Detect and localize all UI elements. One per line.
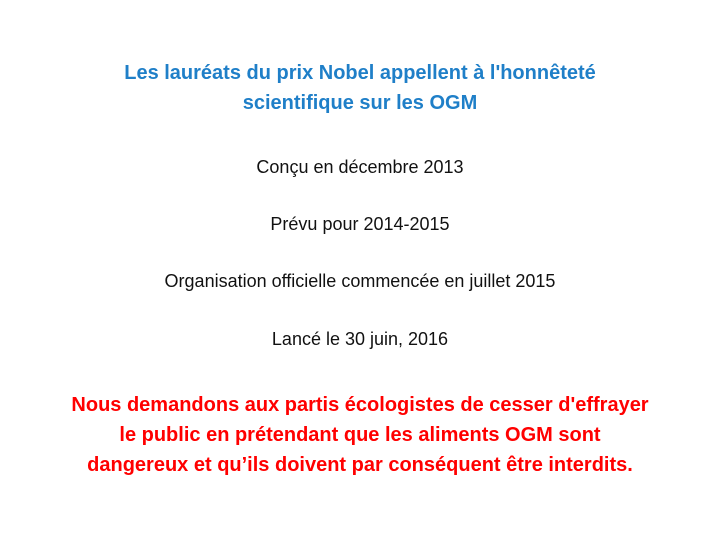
timeline-launched: Lancé le 30 juin, 2016 bbox=[271, 329, 449, 349]
timeline-conceived: Conçu en décembre 2013 bbox=[256, 157, 464, 177]
appeal-statement bbox=[6, 390, 714, 480]
appeal-line-2: le public en prétendant que les aliments OGM sont bbox=[119, 424, 601, 446]
timeline-planned: Prévu pour 2014-2015 bbox=[270, 214, 450, 234]
slide-title bbox=[20, 58, 700, 118]
appeal-line-3: dangereux et qu’ils doivent par conséquent être interdits. bbox=[87, 454, 633, 476]
appeal-line-1: Nous demandons aux partis écologistes de cesser d'effrayer bbox=[71, 394, 649, 416]
title-line-2: scientifique sur les OGM bbox=[242, 92, 478, 114]
timeline-organization: Organisation officielle commencée en juillet 2015 bbox=[164, 271, 556, 291]
title-line-1: Les lauréats du prix Nobel appellent à l'honnêteté bbox=[124, 62, 596, 84]
